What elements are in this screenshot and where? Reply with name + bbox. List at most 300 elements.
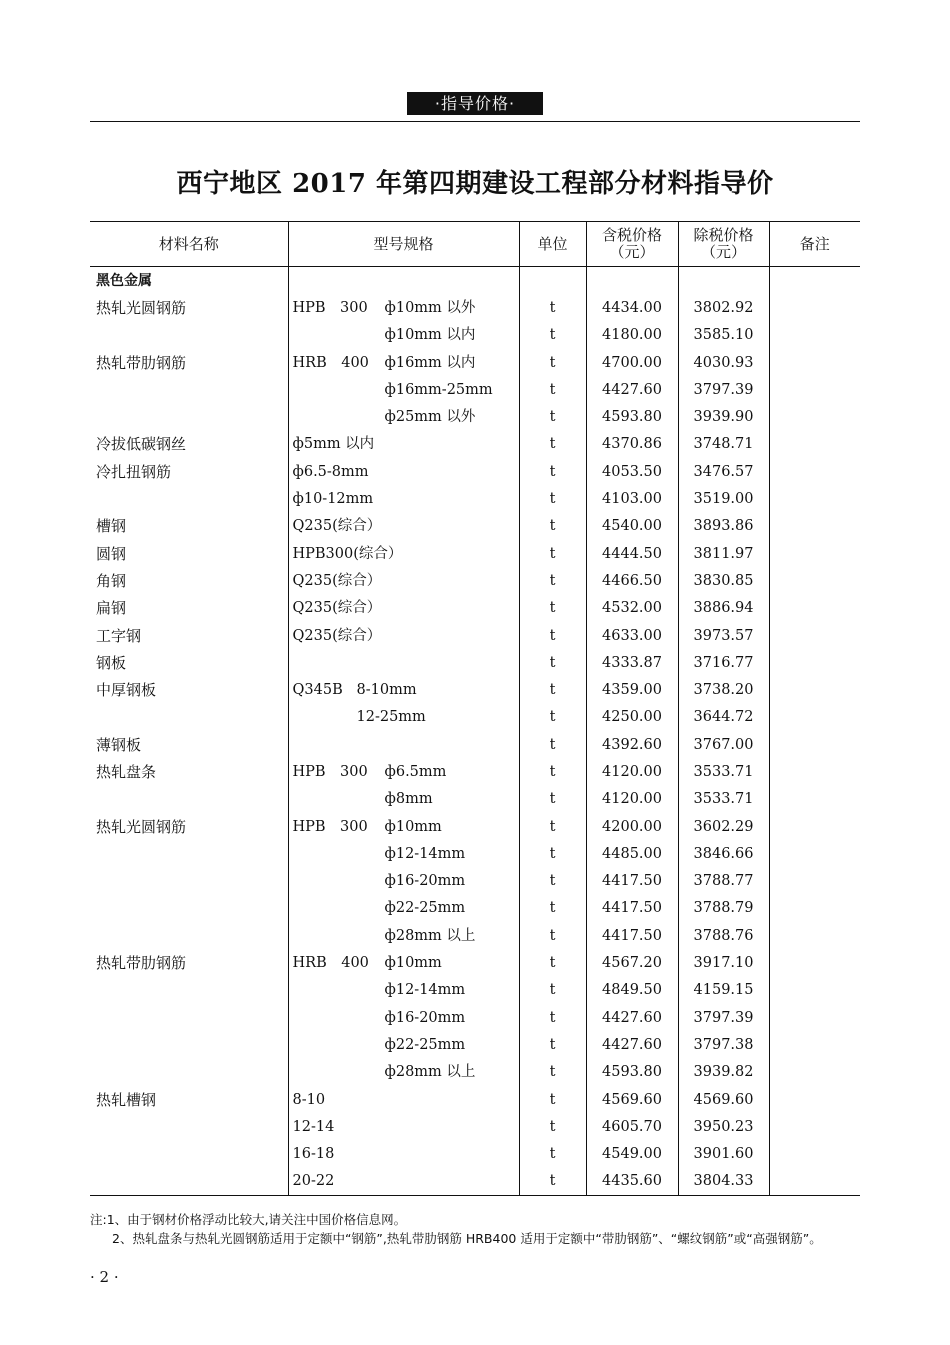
material-name-cell	[90, 485, 288, 512]
material-name-cell	[90, 676, 288, 703]
spec-size: ф6.5mm	[384, 763, 447, 780]
remark-cell	[769, 786, 860, 813]
price-tax-excluded-cell: 3788.76	[678, 922, 769, 949]
price-tax-excluded-cell: 3901.60	[678, 1141, 769, 1168]
spec-size: ф25mm 以外	[384, 409, 476, 426]
material-name-cell	[90, 349, 288, 376]
unit-cell: t	[519, 376, 586, 403]
footnotes	[90, 1210, 860, 1248]
price-tax-excluded-cell: 3748.71	[678, 431, 769, 458]
unit-cell: t	[519, 485, 586, 512]
price-tax-excluded-cell: 3519.00	[678, 485, 769, 512]
price-tax-included-cell: 4359.00	[586, 676, 678, 703]
table-row	[90, 1141, 860, 1168]
table-row	[90, 840, 860, 867]
spec-grade: HRB 400	[292, 955, 369, 972]
table-row	[90, 895, 860, 922]
remark-cell	[769, 977, 860, 1004]
material-name-cell	[90, 977, 288, 1004]
material-name-cell	[90, 567, 288, 594]
price-tax-included-cell: 4427.60	[586, 1004, 678, 1031]
price-tax-excluded-cell: 3533.71	[678, 786, 769, 813]
table-row	[90, 977, 860, 1004]
material-name-cell	[90, 1059, 288, 1086]
price-tax-excluded-cell: 3846.66	[678, 840, 769, 867]
spec-cell	[288, 704, 519, 731]
material-name-cell	[90, 758, 288, 785]
price-tax-excluded-cell: 3788.79	[678, 895, 769, 922]
material-name: 热轧盘条	[96, 762, 157, 781]
remark-cell	[769, 1059, 860, 1086]
price-tax-excluded-cell: 3738.20	[678, 676, 769, 703]
spec-cell	[288, 322, 519, 349]
material-name: 中厚钢板	[96, 681, 157, 700]
spec-cell	[288, 376, 519, 403]
spec-cell	[288, 758, 519, 785]
spec-cell	[288, 1004, 519, 1031]
price-tax-excluded-cell: 3830.85	[678, 567, 769, 594]
table-row	[90, 704, 860, 731]
remark-cell	[769, 540, 860, 567]
remark-cell	[769, 458, 860, 485]
spec-cell	[288, 676, 519, 703]
material-name-cell	[90, 540, 288, 567]
price-tax-included-cell: 4250.00	[586, 704, 678, 731]
remark-cell	[769, 895, 860, 922]
spec-cell	[288, 1086, 519, 1113]
table-row	[90, 1004, 860, 1031]
price-tax-included-cell: 4427.60	[586, 376, 678, 403]
material-name-cell	[90, 458, 288, 485]
price-tax-included-cell: 4593.80	[586, 1059, 678, 1086]
material-name-cell	[90, 649, 288, 676]
remark-cell	[769, 595, 860, 622]
unit-cell: t	[519, 786, 586, 813]
remark-cell	[769, 1168, 860, 1196]
material-name-cell	[90, 1141, 288, 1168]
table-row	[90, 622, 860, 649]
price-tax-included-cell: 4053.50	[586, 458, 678, 485]
unit-cell: t	[519, 1168, 586, 1196]
table-header-row	[90, 222, 860, 267]
material-name-cell	[90, 1113, 288, 1140]
remark-cell	[769, 403, 860, 430]
material-name-cell	[90, 403, 288, 430]
spec-cell	[288, 1031, 519, 1058]
category-label: 黑色金属	[96, 272, 152, 289]
unit-cell: t	[519, 294, 586, 321]
unit-cell: t	[519, 649, 586, 676]
material-name-cell	[90, 1004, 288, 1031]
price-tax-included-cell: 4392.60	[586, 731, 678, 758]
table-row	[90, 922, 860, 949]
spec-grade: 12-14	[292, 1118, 335, 1135]
price-tax-included-cell: 4417.50	[586, 895, 678, 922]
spec-grade: 8-10	[292, 1091, 326, 1108]
price-tax-excluded-cell: 3950.23	[678, 1113, 769, 1140]
unit-cell: t	[519, 977, 586, 1004]
spec-grade: Q235(综合）	[292, 600, 382, 617]
remark-cell	[769, 1031, 860, 1058]
material-name-cell	[90, 786, 288, 813]
material-name: 槽钢	[96, 517, 127, 536]
price-tax-included-cell: 4569.60	[586, 1086, 678, 1113]
table-row	[90, 567, 860, 594]
unit-cell: t	[519, 595, 586, 622]
price-tax-included-cell: 4466.50	[586, 567, 678, 594]
price-tax-included-cell: 4435.60	[586, 1168, 678, 1196]
material-name: 圆钢	[96, 544, 127, 563]
header-price-tax-excluded: 除税价格 （元）	[678, 222, 769, 267]
price-tax-included-cell: 4103.00	[586, 485, 678, 512]
spec-size: ф16mm-25mm	[384, 381, 493, 398]
spec-grade: HPB 300	[292, 763, 368, 780]
table-row	[90, 758, 860, 785]
price-tax-excluded-cell: 3893.86	[678, 513, 769, 540]
spec-grade: ф5mm 以内	[292, 436, 375, 453]
unit-cell: t	[519, 1086, 586, 1113]
spec-size: ф16-20mm	[384, 873, 466, 890]
remark-cell	[769, 758, 860, 785]
table-row	[90, 403, 860, 430]
spec-size: ф12-14mm	[384, 982, 466, 999]
spec-cell	[288, 485, 519, 512]
price-tax-included-cell: 4417.50	[586, 922, 678, 949]
remark-cell	[769, 622, 860, 649]
spec-cell	[288, 895, 519, 922]
spec-size: ф10mm 以外	[384, 299, 476, 316]
price-tax-included-cell: 4180.00	[586, 322, 678, 349]
price-tax-excluded-cell: 3585.10	[678, 322, 769, 349]
spec-cell	[288, 868, 519, 895]
spec-cell	[288, 922, 519, 949]
spec-grade: HPB300(综合）	[292, 545, 403, 562]
material-name-cell	[90, 294, 288, 321]
price-tax-included-cell: 4417.50	[586, 868, 678, 895]
price-tax-included-cell: 4532.00	[586, 595, 678, 622]
price-tax-included-cell: 4593.80	[586, 403, 678, 430]
price-tax-excluded-cell: 4159.15	[678, 977, 769, 1004]
price-tax-included-cell: 4540.00	[586, 513, 678, 540]
spec-cell	[288, 649, 519, 676]
material-name-cell	[90, 813, 288, 840]
material-name: 热轧光圆钢筋	[96, 817, 187, 836]
spec-size: ф28mm 以上	[384, 927, 476, 944]
spec-grade: HPB 300	[292, 818, 368, 835]
price-tax-excluded-cell: 4569.60	[678, 1086, 769, 1113]
price-tax-excluded-cell: 3533.71	[678, 758, 769, 785]
unit-cell: t	[519, 895, 586, 922]
table-row	[90, 649, 860, 676]
price-tax-excluded-cell: 3811.97	[678, 540, 769, 567]
unit-cell: t	[519, 922, 586, 949]
table-row	[90, 786, 860, 813]
table-row	[90, 813, 860, 840]
spec-grade: HRB 400	[292, 354, 369, 371]
material-name: 工字钢	[96, 626, 142, 645]
spec-cell	[288, 731, 519, 758]
price-tax-excluded-cell: 3797.39	[678, 376, 769, 403]
footnote-1: 注:1、由于钢材价格浮动比较大,请关注中国价格信息网。	[90, 1212, 407, 1227]
spec-size: ф22-25mm	[384, 1036, 466, 1053]
table-row	[90, 1059, 860, 1086]
material-name-cell	[90, 949, 288, 976]
table-row	[90, 676, 860, 703]
price-tax-excluded-cell: 3644.72	[678, 704, 769, 731]
price-tax-excluded-cell: 3886.94	[678, 595, 769, 622]
spec-cell	[288, 513, 519, 540]
material-name: 热轧槽钢	[96, 1090, 157, 1109]
material-name: 钢板	[96, 653, 127, 672]
header-spec: 型号规格	[288, 222, 519, 267]
spec-cell	[288, 840, 519, 867]
category-row	[90, 267, 860, 295]
remark-cell	[769, 813, 860, 840]
material-name-cell	[90, 840, 288, 867]
price-tax-excluded-cell: 3973.57	[678, 622, 769, 649]
table-row	[90, 349, 860, 376]
price-tax-included-cell: 4427.60	[586, 1031, 678, 1058]
spec-grade: ф6.5-8mm	[292, 463, 369, 480]
price-tax-included-cell: 4434.00	[586, 294, 678, 321]
spec-cell	[288, 1059, 519, 1086]
price-tax-included-cell: 4120.00	[586, 786, 678, 813]
unit-cell: t	[519, 540, 586, 567]
unit-cell: t	[519, 758, 586, 785]
material-name-cell	[90, 704, 288, 731]
material-name: 扁钢	[96, 599, 127, 618]
remark-cell	[769, 704, 860, 731]
material-name-cell	[90, 595, 288, 622]
unit-cell: t	[519, 868, 586, 895]
remark-cell	[769, 1004, 860, 1031]
remark-cell	[769, 731, 860, 758]
price-tax-excluded-cell: 3788.77	[678, 868, 769, 895]
unit-cell: t	[519, 676, 586, 703]
remark-cell	[769, 513, 860, 540]
price-tax-included-cell: 4333.87	[586, 649, 678, 676]
spec-size: ф28mm 以上	[384, 1064, 476, 1081]
spec-grade: Q235(综合）	[292, 627, 382, 644]
header-unit: 单位	[519, 222, 586, 267]
remark-cell	[769, 1086, 860, 1113]
header-price-tax-included: 含税价格 （元）	[586, 222, 678, 267]
price-tax-excluded-cell: 3797.39	[678, 1004, 769, 1031]
price-tax-included-cell: 4605.70	[586, 1113, 678, 1140]
price-tax-excluded-cell: 3716.77	[678, 649, 769, 676]
remark-cell	[769, 840, 860, 867]
spec-cell	[288, 403, 519, 430]
material-name-cell	[90, 1086, 288, 1113]
price-tax-included-cell: 4567.20	[586, 949, 678, 976]
unit-cell: t	[519, 704, 586, 731]
material-name: 热轧带肋钢筋	[96, 353, 187, 372]
table-row	[90, 1031, 860, 1058]
unit-cell: t	[519, 1141, 586, 1168]
remark-cell	[769, 676, 860, 703]
material-name-cell	[90, 431, 288, 458]
spec-size: ф8mm	[384, 791, 433, 808]
price-tax-excluded-cell: 3939.90	[678, 403, 769, 430]
unit-cell: t	[519, 431, 586, 458]
footnote-2: 2、热轧盘条与热轧光圆钢筋适用于定额中“钢筋”,热轧带肋钢筋 HRB400 适用于定额中“带肋钢筋”、“螺纹钢筋”或“高强钢筋”。	[112, 1231, 822, 1246]
table-row	[90, 485, 860, 512]
material-name-cell	[90, 513, 288, 540]
table-row	[90, 731, 860, 758]
material-name: 冷扎扭钢筋	[96, 462, 172, 481]
price-tax-excluded-cell: 4030.93	[678, 349, 769, 376]
header-material-name: 材料名称	[90, 222, 288, 267]
spec-size: ф10mm	[384, 818, 442, 835]
table-row	[90, 595, 860, 622]
material-name-cell	[90, 622, 288, 649]
spec-size: ф16mm 以内	[384, 354, 476, 371]
spec-size: ф22-25mm	[384, 900, 466, 917]
spec-cell	[288, 294, 519, 321]
table-row	[90, 294, 860, 321]
unit-cell: t	[519, 1059, 586, 1086]
price-tax-included-cell: 4370.86	[586, 431, 678, 458]
price-tax-excluded-cell: 3797.38	[678, 1031, 769, 1058]
remark-cell	[769, 868, 860, 895]
remark-cell	[769, 922, 860, 949]
spec-cell	[288, 458, 519, 485]
material-name-cell	[90, 895, 288, 922]
table-row	[90, 1168, 860, 1196]
remark-cell	[769, 322, 860, 349]
material-name-cell	[90, 922, 288, 949]
unit-cell: t	[519, 513, 586, 540]
unit-cell: t	[519, 403, 586, 430]
price-tax-excluded-cell: 3917.10	[678, 949, 769, 976]
unit-cell: t	[519, 731, 586, 758]
spec-cell	[288, 622, 519, 649]
material-name-cell	[90, 322, 288, 349]
unit-cell: t	[519, 1031, 586, 1058]
unit-cell: t	[519, 349, 586, 376]
price-tax-excluded-cell: 3476.57	[678, 458, 769, 485]
spec-grade: 16-18	[292, 1146, 335, 1163]
spec-cell	[288, 1113, 519, 1140]
spec-cell	[288, 540, 519, 567]
price-tax-excluded-cell: 3767.00	[678, 731, 769, 758]
unit-cell: t	[519, 458, 586, 485]
unit-cell: t	[519, 1004, 586, 1031]
spec-cell	[288, 431, 519, 458]
spec-cell	[288, 977, 519, 1004]
price-tax-excluded-cell: 3602.29	[678, 813, 769, 840]
header-remark: 备注	[769, 222, 860, 267]
price-tax-excluded-cell: 3939.82	[678, 1059, 769, 1086]
spec-grade: Q235(综合）	[292, 572, 382, 589]
spec-grade: ф10-12mm	[292, 491, 374, 508]
table-row	[90, 513, 860, 540]
price-tax-excluded-cell: 3804.33	[678, 1168, 769, 1196]
page-number: · 2 ·	[90, 1268, 119, 1286]
remark-cell	[769, 949, 860, 976]
remark-cell	[769, 349, 860, 376]
price-tax-included-cell: 4700.00	[586, 349, 678, 376]
section-tag: ·指导价格·	[407, 92, 543, 115]
price-tax-included-cell: 4549.00	[586, 1141, 678, 1168]
table-row	[90, 458, 860, 485]
remark-cell	[769, 431, 860, 458]
spec-grade: Q235(综合）	[292, 518, 382, 535]
price-tax-included-cell: 4633.00	[586, 622, 678, 649]
remark-cell	[769, 1113, 860, 1140]
remark-cell	[769, 649, 860, 676]
price-tax-excluded-cell: 3802.92	[678, 294, 769, 321]
unit-cell: t	[519, 567, 586, 594]
unit-cell: t	[519, 322, 586, 349]
remark-cell	[769, 294, 860, 321]
unit-cell: t	[519, 949, 586, 976]
spec-size: ф10mm	[384, 955, 442, 972]
spec-cell	[288, 349, 519, 376]
header-divider	[90, 121, 860, 122]
spec-size: 8-10mm	[356, 682, 417, 699]
spec-cell	[288, 567, 519, 594]
unit-cell: t	[519, 840, 586, 867]
material-name-cell	[90, 376, 288, 403]
unit-cell: t	[519, 1113, 586, 1140]
material-name: 薄钢板	[96, 735, 142, 754]
table-row	[90, 376, 860, 403]
material-name-cell	[90, 1168, 288, 1196]
remark-cell	[769, 567, 860, 594]
material-name-cell	[90, 868, 288, 895]
spec-size: ф10mm 以内	[384, 327, 476, 344]
table-row	[90, 1113, 860, 1140]
spec-grade: HPB 300	[292, 299, 368, 316]
unit-cell: t	[519, 622, 586, 649]
spec-cell	[288, 786, 519, 813]
price-table	[90, 221, 860, 1196]
spec-grade: Q345B	[292, 682, 343, 699]
spec-cell	[288, 1141, 519, 1168]
table-row	[90, 540, 860, 567]
spec-size: ф16-20mm	[384, 1009, 466, 1026]
table-row	[90, 431, 860, 458]
price-tax-included-cell: 4444.50	[586, 540, 678, 567]
page-title: 西宁地区 2017 年第四期建设工程部分材料指导价	[176, 169, 774, 199]
spec-cell	[288, 813, 519, 840]
price-tax-included-cell: 4120.00	[586, 758, 678, 785]
material-name: 热轧带肋钢筋	[96, 954, 187, 973]
material-name: 冷拔低碳钢丝	[96, 435, 187, 454]
material-name-cell	[90, 1031, 288, 1058]
table-row	[90, 868, 860, 895]
material-name-cell	[90, 731, 288, 758]
table-row	[90, 949, 860, 976]
table-row	[90, 322, 860, 349]
material-name: 角钢	[96, 571, 127, 590]
price-tax-included-cell: 4485.00	[586, 840, 678, 867]
spec-cell	[288, 949, 519, 976]
spec-size: 12-25mm	[356, 709, 426, 726]
spec-cell	[288, 1168, 519, 1196]
remark-cell	[769, 485, 860, 512]
price-tax-included-cell: 4200.00	[586, 813, 678, 840]
price-tax-included-cell: 4849.50	[586, 977, 678, 1004]
spec-grade: 20-22	[292, 1173, 335, 1190]
table-row	[90, 1086, 860, 1113]
remark-cell	[769, 1141, 860, 1168]
remark-cell	[769, 376, 860, 403]
spec-cell	[288, 595, 519, 622]
material-name: 热轧光圆钢筋	[96, 298, 187, 317]
unit-cell: t	[519, 813, 586, 840]
